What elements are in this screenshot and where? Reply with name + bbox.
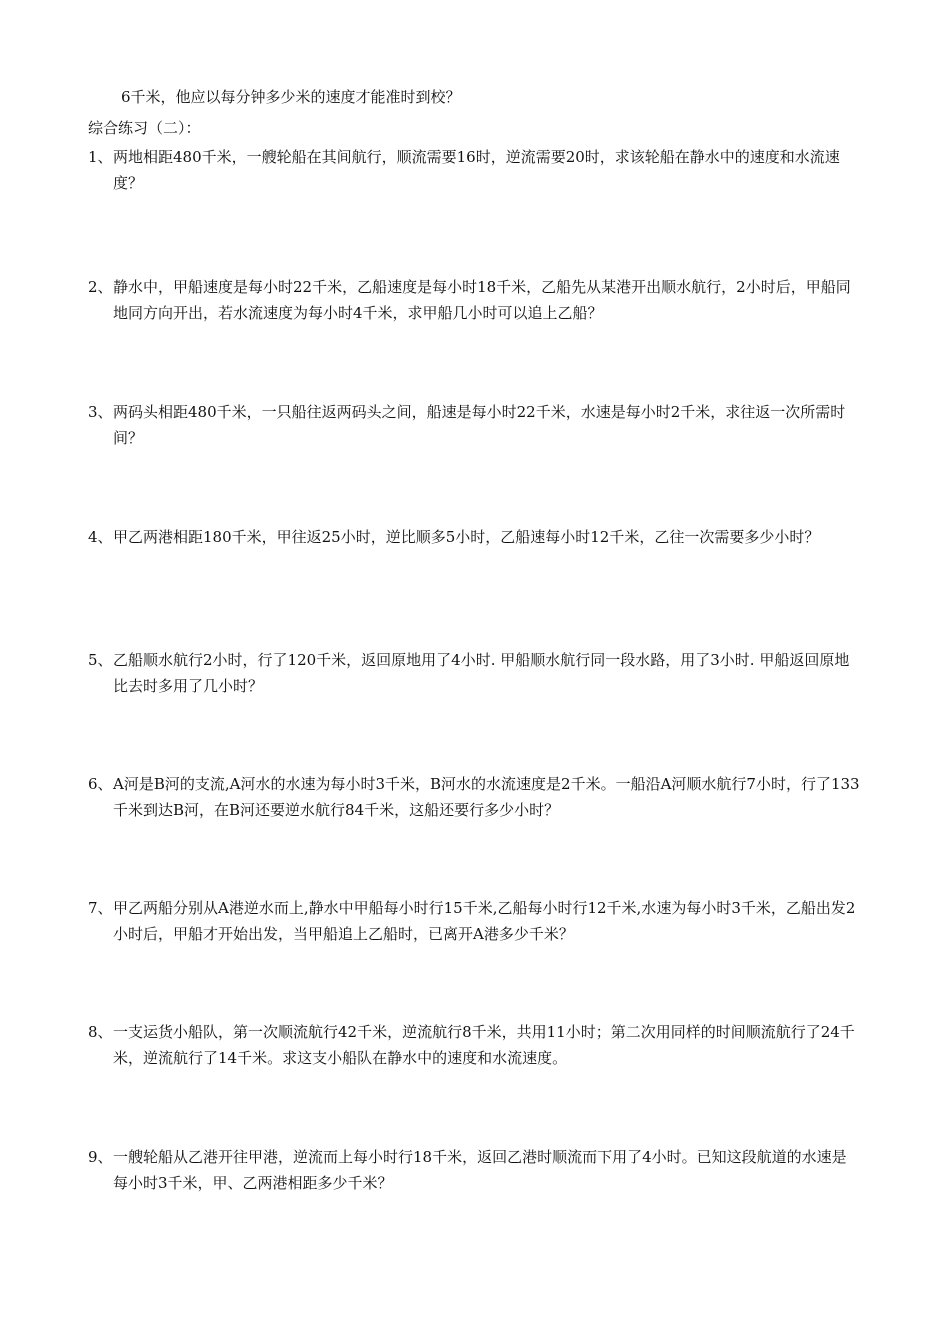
problem-number: 6、 [88,775,113,793]
problem-9 [88,1144,860,1196]
problem-number: 5、 [88,651,113,669]
problem-4 [88,524,860,550]
problem-number: 1、 [88,148,113,166]
problem-text: 甲乙两船分别从A港逆水而上,静水中甲船每小时行15千米,乙船每小时行12千米,水速为每小时3千米，乙船出发2小时后，甲船才开始出发，当甲船追上乙船时，已离开A港多少千米？ [113,899,856,943]
problem-1 [88,144,860,196]
problem-number: 7、 [88,899,113,917]
problem-number: 2、 [88,278,113,296]
problem-6 [88,771,860,823]
problem-text: 一支运货小船队，第一次顺流航行42千米，逆流航行8千米，共用11小时；第二次用同样的时间顺流航行了24千米，逆流航行了14千米。求这支小船队在静水中的速度和水流速度。 [113,1023,855,1067]
problem-text: 一艘轮船从乙港开往甲港，逆流而上每小时行18千米，返回乙港时顺流而下用了4小时。已知这段航道的水速是每小时3千米，甲、乙两港相距多少千米？ [113,1148,847,1192]
problem-5 [88,647,860,699]
problem-number: 4、 [88,528,113,546]
problem-7 [88,895,860,947]
continuation-line: 6千米，他应以每分钟多少米的速度才能准时到校？ [121,88,461,106]
problem-number: 9、 [88,1148,113,1166]
problem-8 [88,1019,860,1071]
problem-text: 两地相距480千米，一艘轮船在其间航行，顺流需要16时，逆流需要20时，求该轮船在静水中的速度和水流速度？ [113,148,840,192]
problem-text: A河是B河的支流,A河水的水速为每小时3千米，B河水的水流速度是2千米。一船沿A河顺水航行7小时，行了133千米到达B河，在B河还要逆水航行84千米，这船还要行多少小时？ [113,775,860,819]
problem-text: 甲乙两港相距180千米，甲往返25小时，逆比顺多5小时，乙船速每小时12千米，乙往一次需要多少小时？ [113,528,820,546]
problem-number: 3、 [88,403,113,421]
problem-text: 两码头相距480千米，一只船往返两码头之间，船速是每小时22千米，水速是每小时2千米，求往返一次所需时间？ [113,403,846,447]
problem-text: 乙船顺水航行2小时，行了120千米，返回原地用了4小时. 甲船顺水航行同一段水路，用了3小时. 甲船返回原地比去时多用了几小时？ [113,651,850,695]
problem-2 [88,274,860,326]
problem-number: 8、 [88,1023,113,1041]
section-title: 综合练习（二）： [88,119,201,137]
problem-3 [88,399,860,451]
problem-text: 静水中，甲船速度是每小时22千米，乙船速度是每小时18千米，乙船先从某港开出顺水航行，2小时后，甲船同地同方向开出，若水流速度为每小时4千米，求甲船几小时可以追上乙船？ [113,278,851,322]
